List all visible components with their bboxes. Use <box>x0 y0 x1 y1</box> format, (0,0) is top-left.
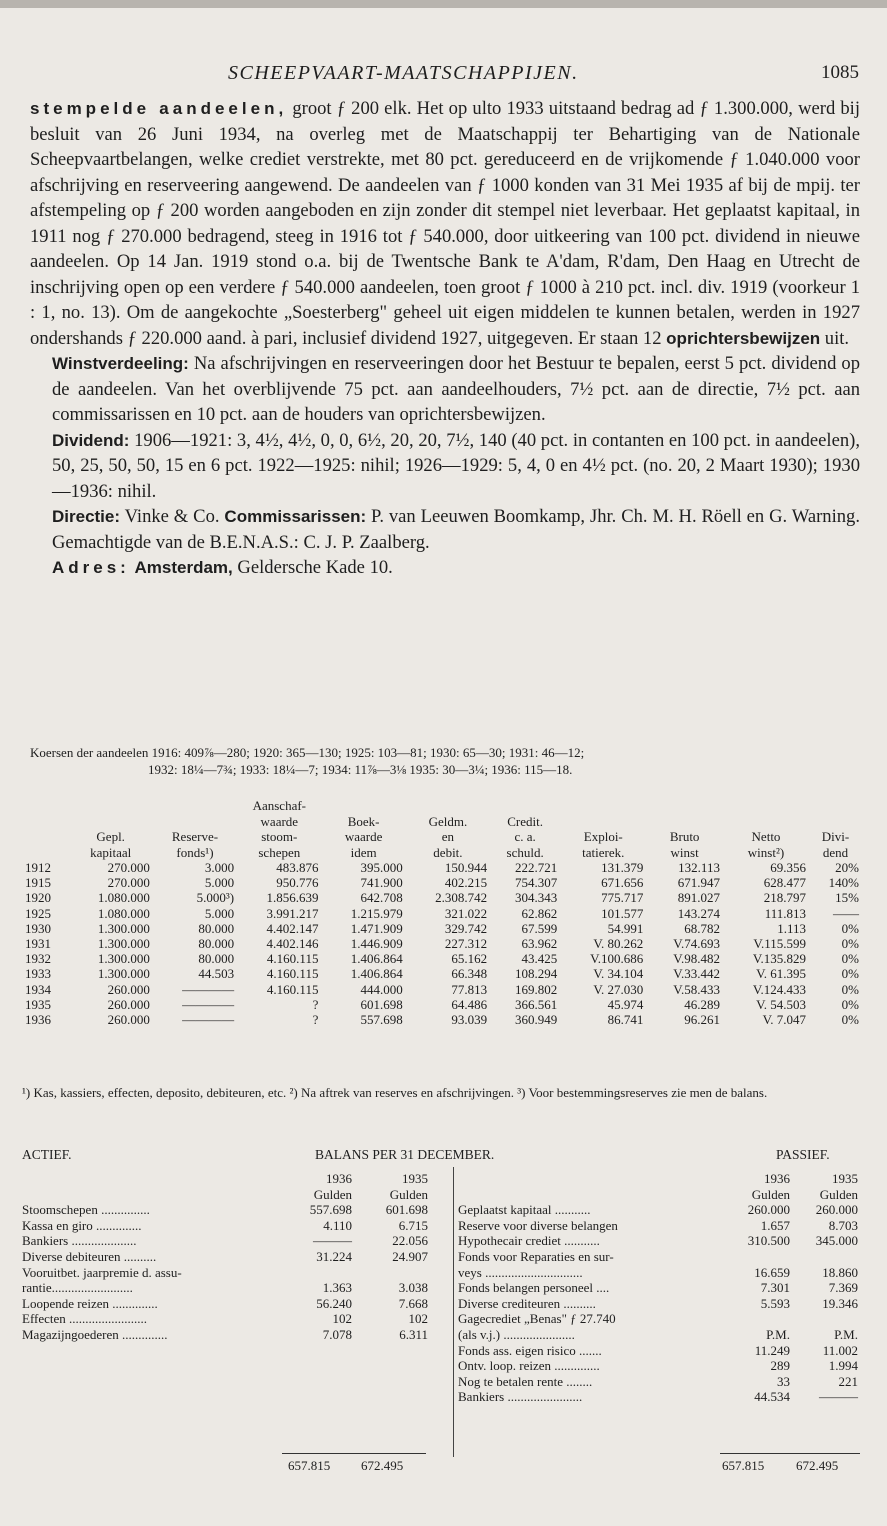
balance-value: 260.000 <box>815 1202 858 1218</box>
balance-row <box>458 1389 858 1405</box>
table-cell: 68.782 <box>684 920 720 936</box>
balance-row <box>458 1280 858 1296</box>
table-cell: ———— <box>182 1012 235 1028</box>
table-row <box>22 890 862 905</box>
column-header: Divi- dend <box>821 829 850 860</box>
balance-value: 4.110 <box>323 1217 352 1233</box>
balance-column-header <box>22 1187 428 1203</box>
row-year: 1933 <box>25 966 51 982</box>
table-cell: 1.113 <box>777 920 807 936</box>
table-cell: 270.000 <box>107 875 150 891</box>
table-cell: V. 61.395 <box>756 966 807 982</box>
balance-value: 8.703 <box>828 1217 858 1233</box>
balance-value: 601.698 <box>385 1202 428 1218</box>
table-cell: 63.962 <box>521 936 558 952</box>
table-cell: 557.698 <box>360 1012 403 1028</box>
table-cell: 111.813 <box>764 905 807 921</box>
table-cell: 0% <box>841 996 859 1012</box>
text-run: Vinke & Co. <box>120 506 225 527</box>
table-cell: 20% <box>835 860 859 875</box>
table-cell: ? <box>312 996 319 1012</box>
column-header: Bruto winst <box>669 829 700 860</box>
balance-value: ——— <box>313 1233 352 1249</box>
table-cell: V.74.693 <box>673 936 720 952</box>
actief-total-rule <box>282 1453 426 1454</box>
table-cell: V. 34.104 <box>593 966 644 982</box>
balance-value: 102 <box>408 1311 428 1327</box>
table-cell: V. 27.030 <box>593 981 644 997</box>
row-year: 1936 <box>25 1012 51 1028</box>
balance-row <box>458 1311 858 1327</box>
balance-value: 7.369 <box>828 1280 858 1296</box>
balance-value <box>720 1249 790 1265</box>
table-cell: V. 80.262 <box>593 936 644 952</box>
table-cell: 45.974 <box>607 996 644 1012</box>
balance-value: 5.593 <box>760 1295 790 1311</box>
label-run: Directie: <box>52 507 121 526</box>
table-cell: 132.113 <box>678 860 720 875</box>
balance-value: 6.715 <box>398 1217 428 1233</box>
table-cell: 65.162 <box>451 951 488 967</box>
balance-value: 19.346 <box>822 1295 858 1311</box>
table-cell: 402.215 <box>444 875 488 891</box>
text-run: Na afschrijvingen en reserveeringen door het Bestuur te bepalen, eerst 5 pct. dividend op de aandeelen. Van het overblijvende 75 pct. aan aandeelhouders, 7½ pct. aan de directie, 7½ pct. aan commissarissen en 10 pct. aan de houders van oprichtersbewijzen. <box>52 353 860 425</box>
table-cell: 3.000 <box>204 860 235 875</box>
table-cell: 131.379 <box>601 860 644 875</box>
share-prices <box>30 744 860 778</box>
balance-item: Fonds voor Reparaties en sur- <box>458 1248 614 1264</box>
table-cell: 601.698 <box>360 996 403 1012</box>
label-run: stempelde aandeelen, <box>30 99 288 118</box>
balance-header-cell: 1936 <box>764 1171 790 1186</box>
table-cell: 96.261 <box>684 1012 720 1028</box>
table-cell: 1.300.000 <box>97 920 150 936</box>
balance-value: 102 <box>332 1311 352 1327</box>
balance-value: 22.056 <box>392 1233 428 1249</box>
balance-value: 3.038 <box>398 1280 428 1296</box>
balance-row <box>22 1202 428 1218</box>
table-cell: 43.425 <box>521 951 558 967</box>
balance-value: P.M. <box>834 1326 858 1342</box>
column-header: Gepl. kapitaal <box>90 829 132 860</box>
row-year: 1920 <box>25 890 51 906</box>
table-cell: 66.348 <box>451 966 488 982</box>
balance-item: Vooruitbet. jaarpremie d. assu- <box>22 1264 182 1280</box>
balance-value: 16.659 <box>754 1264 790 1280</box>
column-header: Geldm. en debit. <box>428 813 468 860</box>
row-year: 1925 <box>25 905 51 921</box>
table-cell: 671.656 <box>601 875 644 891</box>
label-run: Amsterdam, <box>134 558 233 577</box>
balance-row <box>22 1249 428 1265</box>
paragraph-winstverdeeling <box>30 351 860 428</box>
passief-total-1936: 657.815 <box>722 1458 765 1473</box>
balance-header-cell: Gulden <box>751 1186 790 1202</box>
paragraph-dividend <box>30 428 860 505</box>
table-cell: 62.862 <box>521 905 558 921</box>
table-cell: 80.000 <box>198 951 235 967</box>
balance-value: 221 <box>838 1373 858 1389</box>
balance-header-spacer <box>458 1187 720 1203</box>
passief-total-1935: 672.495 <box>796 1458 839 1473</box>
table-cell: 0% <box>841 981 859 997</box>
table-cell: 108.294 <box>514 966 558 982</box>
text-run: Geldersche Kade 10. <box>232 557 393 578</box>
balance-value: 345.000 <box>815 1233 858 1249</box>
balance-column-header <box>458 1187 858 1203</box>
table-cell: 260.000 <box>107 996 150 1012</box>
balance-item: (als v.j.) ...................... <box>458 1326 575 1342</box>
balance-value: 11.002 <box>822 1342 858 1358</box>
table-cell: V.58.433 <box>673 981 720 997</box>
table-cell: 218.797 <box>763 890 807 906</box>
table-cell: 80.000 <box>198 936 235 952</box>
balance-value: 557.698 <box>309 1202 352 1218</box>
balance-header-spacer <box>22 1187 277 1203</box>
table-cell: 1.300.000 <box>97 966 150 982</box>
table-cell: 260.000 <box>107 1012 150 1028</box>
page-number: 1085 <box>821 62 859 83</box>
balance-row <box>458 1202 858 1218</box>
table-cell: 1.080.000 <box>97 890 150 906</box>
balance-value: 1.363 <box>322 1280 352 1296</box>
table-cell: 950.776 <box>276 875 319 891</box>
balance-value <box>720 1311 790 1327</box>
row-year: 1934 <box>25 981 51 997</box>
text-run: groot ƒ 200 elk. Het op ulto 1933 uitstaand bedrag ad ƒ 1.300.000, werd bij besluit van 26 Juni 1934, na overleg met de Maatschappij ter Behartiging van de Nationale Scheepvaartbelangen, welke crediet verstrekte, met 80 pct. gereduceerd en de vrijkomende ƒ 1.040.000 voor afschrijving en reserveering aangewend. De aandeelen van ƒ 1000 konden van 31 Mei 1935 af bij de mpij. ter afstempeling op ƒ 200 worden aangeboden en zijn zonder dit stempel niet leverbaar. Het geplaatst kapitaal, in 1911 nog ƒ 270.000 bedragend, steeg in 1916 tot ƒ 540.000, door uitkeering van 100 pct. dividend in nieuwe aandeelen. Op 14 Jan. 1919 stond o.a. bij de Twentsche Bank te A'dam, R'dam, Den Haag en Utrecht de inschrijving open op een verdere ƒ 540.000 aandeelen, toen groot ƒ 1000 à 210 pct. incl. div. 1919 (voorkeur 1 : 1, no. 13). Om de aangekochte „Soesterberg" geheel uit eigen middelen te kunnen betalen, werden in 1927 ondershands ƒ 220.000 aand. à pari, inclusief dividend 1927, uitgegeven. Er staan 12 <box>30 98 861 349</box>
balance-column-header <box>458 1171 858 1187</box>
table-cell: 169.802 <box>514 981 558 997</box>
table-cell: V.115.599 <box>753 936 807 952</box>
paragraph-directie <box>30 504 860 555</box>
table-cell: 101.577 <box>601 905 644 921</box>
table-cell: —— <box>833 905 859 921</box>
balance-header-spacer <box>22 1171 277 1187</box>
table-cell: 69.356 <box>770 860 807 875</box>
balance-item: Loopende reizen .............. <box>22 1295 158 1311</box>
table-row <box>22 951 862 966</box>
column-header: Boek- waarde idem <box>344 813 383 860</box>
table-row <box>22 1012 862 1027</box>
table-cell: 1.215.979 <box>350 905 403 921</box>
balance-value: 1.657 <box>760 1217 790 1233</box>
scan-top-edge <box>0 0 887 8</box>
table-cell: 1.406.864 <box>350 951 403 967</box>
table-cell: ———— <box>182 996 235 1012</box>
table-cell: 150.944 <box>444 860 488 875</box>
balance-row <box>22 1233 428 1249</box>
balance-value <box>277 1265 352 1281</box>
table-cell: 4.402.146 <box>266 936 319 952</box>
table-cell: 1.300.000 <box>97 951 150 967</box>
table-cell: 1.080.000 <box>97 905 150 921</box>
table-cell: 628.477 <box>763 875 807 891</box>
table-cell: V.98.482 <box>673 951 720 967</box>
balance-item: Nog te betalen rente ........ <box>458 1373 593 1389</box>
table-cell: 1.471.909 <box>350 920 403 936</box>
balance-passief-title: PASSIEF. <box>776 1147 830 1162</box>
table-cell: 1.300.000 <box>97 936 150 952</box>
balance-value: 310.500 <box>747 1233 790 1249</box>
label-run: oprichtersbewijzen <box>666 328 821 348</box>
table-cell: V.135.829 <box>752 951 807 967</box>
table-row <box>22 906 862 921</box>
table-row <box>22 982 862 997</box>
table-cell: 2.308.742 <box>435 890 488 906</box>
table-cell: 222.721 <box>514 860 558 875</box>
table-cell: 143.274 <box>677 905 720 921</box>
actief-total-1936: 657.815 <box>288 1458 331 1473</box>
balance-row <box>458 1327 858 1343</box>
table-cell: 0% <box>841 1012 859 1028</box>
text-run: P. van Leeuwen Boomkamp, Jhr. Ch. M. H. Röell en G. Warning. Gemachtigde van de B.E.N.A.S.: C. J. P. Zaalberg. <box>52 506 860 553</box>
balance-actief-title: ACTIEF. <box>22 1147 72 1162</box>
table-cell: 4.160.115 <box>266 981 319 997</box>
table-cell: 44.503 <box>198 966 235 982</box>
table-cell: 5.000³) <box>196 890 235 906</box>
balance-row <box>22 1265 428 1281</box>
table-cell: 642.708 <box>360 890 403 906</box>
table-cell: 0% <box>841 936 859 952</box>
table-cell: 0% <box>841 920 859 936</box>
table-cell: ? <box>312 1012 319 1028</box>
balance-value: 1.994 <box>828 1358 858 1374</box>
row-year: 1930 <box>25 920 51 936</box>
balance-row <box>458 1233 858 1249</box>
balance-value: 56.240 <box>316 1295 352 1311</box>
financial-table-header <box>22 798 862 860</box>
table-row <box>22 860 862 875</box>
table-cell: V.33.442 <box>673 966 720 982</box>
column-header <box>22 798 69 860</box>
table-row <box>22 875 862 890</box>
row-year: 1912 <box>25 860 51 875</box>
table-cell: 15% <box>835 890 859 906</box>
table-cell: 86.741 <box>607 1012 644 1028</box>
page-header <box>0 62 887 90</box>
table-cell: 140% <box>828 875 859 891</box>
table-row <box>22 936 862 951</box>
balance-item: Effecten ........................ <box>22 1311 148 1327</box>
row-year: 1931 <box>25 936 51 952</box>
table-cell: 270.000 <box>107 860 150 875</box>
balance-row <box>458 1218 858 1234</box>
table-cell: 1.406.864 <box>350 966 403 982</box>
balance-value: 260.000 <box>747 1202 790 1218</box>
column-header: Reserve- fonds¹) <box>171 829 219 860</box>
balance-actief-table <box>22 1171 428 1343</box>
column-header: Netto winst²) <box>747 829 785 860</box>
table-cell: ———— <box>182 981 235 997</box>
table-cell: 4.160.115 <box>266 951 319 967</box>
table-cell: 93.039 <box>451 1012 488 1028</box>
financial-table-body <box>22 860 862 1027</box>
balance-value: 44.534 <box>754 1389 790 1405</box>
table-cell: V.100.686 <box>590 951 644 967</box>
balance-item: rantie......................... <box>22 1280 133 1296</box>
table-cell: 4.160.115 <box>266 966 319 982</box>
label-run: Adres: <box>52 558 130 577</box>
balance-passief-table <box>458 1171 858 1405</box>
balance-row <box>458 1249 858 1265</box>
balance-value: 33 <box>777 1373 790 1389</box>
balance-item: Bankiers ....................... <box>458 1389 583 1405</box>
label-run: Dividend: <box>52 430 130 450</box>
table-cell: 0% <box>841 951 859 967</box>
balance-header <box>0 1147 887 1165</box>
body-text <box>30 96 860 581</box>
table-cell: 1.446.909 <box>350 936 403 952</box>
balance-value: 31.224 <box>316 1248 352 1264</box>
balance-value: 11.249 <box>754 1342 790 1358</box>
balance-row <box>458 1358 858 1374</box>
row-year: 1932 <box>25 951 51 967</box>
table-cell: 3.991.217 <box>266 905 319 921</box>
table-cell: 775.717 <box>601 890 644 906</box>
balance-item: Diverse debiteuren .......... <box>22 1248 157 1264</box>
passief-total-rule <box>720 1453 860 1454</box>
balance-item: Fonds ass. eigen risico ....... <box>458 1342 602 1358</box>
balance-header-cell: 1936 <box>326 1171 352 1186</box>
balance-item: Diverse crediteuren .......... <box>458 1295 596 1311</box>
balance-value: 7.078 <box>322 1326 352 1342</box>
balance-value: 6.311 <box>399 1326 428 1342</box>
table-row <box>22 921 862 936</box>
balance-value <box>352 1265 428 1281</box>
table-cell: 304.343 <box>514 890 558 906</box>
table-cell: 54.991 <box>607 920 644 936</box>
balance-row <box>22 1311 428 1327</box>
column-header: Exploi- tatierek. <box>582 829 625 860</box>
balance-header-cell: Gulden <box>389 1186 428 1202</box>
financial-table <box>22 798 862 1027</box>
footnotes: ¹) Kas, kassiers, effecten, deposito, debiteuren, etc. ²) Na aftrek van reserves en afschrijvingen. ³) Voor bestemmingsreserves zie men de balans. <box>22 1085 768 1100</box>
balance-header-spacer <box>458 1171 720 1187</box>
table-cell: 754.307 <box>514 875 558 891</box>
table-row <box>22 997 862 1012</box>
table-cell: 64.486 <box>451 996 488 1012</box>
balance-row <box>458 1343 858 1359</box>
table-cell: 0% <box>841 966 859 982</box>
table-cell: 5.000 <box>204 875 235 891</box>
column-header: Aanschaf- waarde stoom- schepen <box>252 798 306 860</box>
balance-item: Ontv. loop. reizen .............. <box>458 1358 600 1374</box>
table-cell: 46.289 <box>684 996 720 1012</box>
balance-item: Geplaatst kapitaal ........... <box>458 1202 591 1218</box>
balance-value: ——— <box>819 1389 858 1405</box>
balance-row <box>22 1218 428 1234</box>
table-cell: 366.561 <box>514 996 558 1012</box>
balance-row <box>22 1327 428 1343</box>
balance-row <box>458 1265 858 1281</box>
table-cell: 395.000 <box>360 860 403 875</box>
share-prices-line-2: 1932: 18¼—7¾; 1933: 18¼—7; 1934: 11⅞—3⅛ 1935: 30—3¼; 1936: 115—18. <box>148 762 573 777</box>
balance-value: 18.860 <box>822 1264 858 1280</box>
balance-value: 24.907 <box>392 1248 428 1264</box>
column-header: Credit. c. a. schuld. <box>506 813 544 860</box>
table-cell: 891.027 <box>677 890 720 906</box>
balance-value <box>790 1249 858 1265</box>
table-cell: 329.742 <box>444 920 488 936</box>
balance-divider <box>453 1167 454 1457</box>
balance-item: veys .............................. <box>458 1264 583 1280</box>
table-cell: V. 7.047 <box>762 1012 807 1028</box>
balance-row <box>22 1296 428 1312</box>
balance-row <box>22 1280 428 1296</box>
balance-item: Kassa en giro .............. <box>22 1217 142 1233</box>
share-prices-line-1: Koersen der aandeelen 1916: 409⅞—280; 1920: 365—130; 1925: 103—81; 1930: 65—30; 1931: 46—12; <box>30 745 585 760</box>
table-cell: 483.876 <box>276 860 319 875</box>
page-title: SCHEEPVAART-MAATSCHAPPIJEN. <box>228 62 579 84</box>
table-cell: 5.000 <box>204 905 235 921</box>
paragraph-adres <box>30 555 860 581</box>
balance-header-cell: Gulden <box>819 1186 858 1202</box>
table-cell: 360.949 <box>514 1012 558 1028</box>
actief-total-1935: 672.495 <box>361 1458 404 1473</box>
table-cell: 80.000 <box>198 920 235 936</box>
table-row <box>22 966 862 981</box>
table-cell: 671.947 <box>677 875 720 891</box>
table-cell: 321.022 <box>444 905 488 921</box>
balance-item: Hypothecair crediet ........... <box>458 1233 600 1249</box>
label-run: Winstverdeeling: <box>52 354 189 373</box>
balance-row <box>458 1374 858 1390</box>
balance-item: Bankiers .................... <box>22 1233 137 1249</box>
balance-row <box>458 1296 858 1312</box>
table-cell: 227.312 <box>444 936 488 952</box>
balance-header-cell: Gulden <box>313 1186 352 1202</box>
balance-value: 7.668 <box>398 1295 428 1311</box>
balance-item: Gagecrediet „Benas" ƒ 27.740 <box>458 1311 616 1327</box>
balance-header-cell: 1935 <box>402 1171 428 1186</box>
balance-item: Fonds belangen personeel .... <box>458 1280 610 1296</box>
balance-value <box>790 1311 858 1327</box>
balance-title: BALANS PER 31 DECEMBER. <box>315 1147 495 1162</box>
balance-item: Stoomschepen ............... <box>22 1202 150 1218</box>
balance-item: Magazijngoederen .............. <box>22 1326 168 1342</box>
table-cell: V. 54.503 <box>756 996 807 1012</box>
balance-item: Reserve voor diverse belangen <box>458 1217 618 1233</box>
balance-header-cell: 1935 <box>832 1171 858 1186</box>
balance-value: 289 <box>770 1358 790 1374</box>
paragraph-capital <box>30 96 860 351</box>
row-year: 1935 <box>25 996 51 1012</box>
table-cell: V.124.433 <box>752 981 807 997</box>
balance-value: 7.301 <box>760 1280 790 1296</box>
text-run: 1906—1921: 3, 4½, 4½, 0, 0, 6½, 20, 20, 7½, 140 (40 pct. in contanten en 100 pct. in aandeelen), 50, 25, 50, 50, 15 en 6 pct. 1922—1925: nihil; 1926—1929: 5, 4, 0 en 4½ pct. (no. 20, 2 Maart 1930); 1930—1936: nihil. <box>52 429 860 502</box>
table-cell: 260.000 <box>107 981 150 997</box>
balance-column-header <box>22 1171 428 1187</box>
text-run: uit. <box>820 327 850 349</box>
table-cell: 444.000 <box>360 981 403 997</box>
table-cell: 77.813 <box>451 981 488 997</box>
table-cell: 1.856.639 <box>266 890 319 906</box>
row-year: 1915 <box>25 875 51 891</box>
table-cell: 741.900 <box>360 875 403 891</box>
table-cell: 4.402.147 <box>266 920 319 936</box>
table-cell: 67.599 <box>521 920 558 936</box>
balance-value: P.M. <box>766 1326 790 1342</box>
label-run: Commissarissen: <box>224 507 367 526</box>
